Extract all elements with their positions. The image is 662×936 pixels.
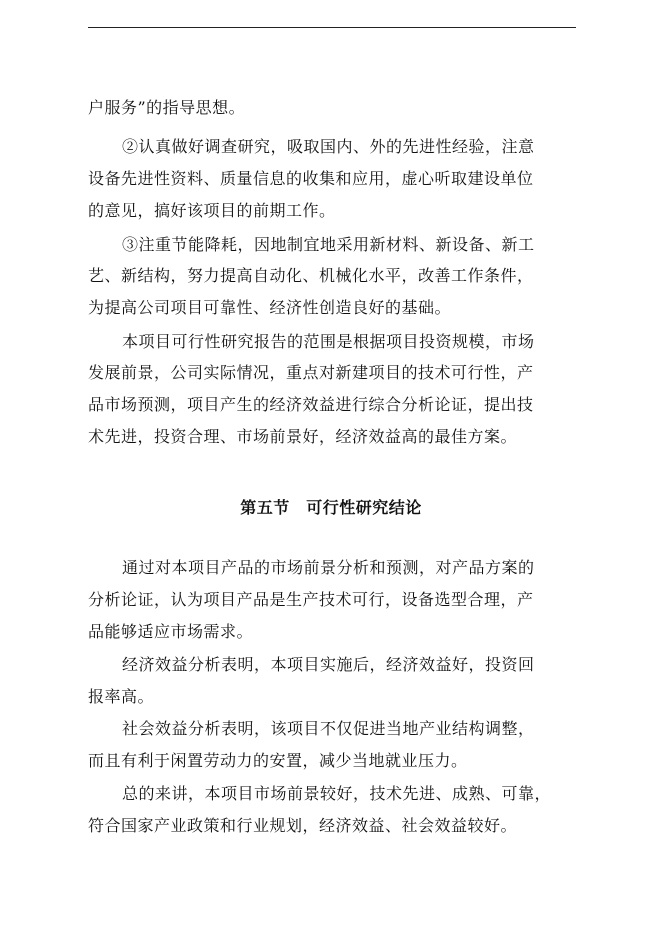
text-line: 而且有利于闲置劳动力的安置，减少当地就业压力。 (88, 751, 468, 770)
text-line: ②认真做好调查研究，吸取国内、外的先进性经验，注意 (122, 137, 535, 156)
text-line: 术先进，投资合理、市场前景好，经济效益高的最佳方案。 (88, 427, 518, 446)
text-line: 发展前景，公司实际情况，重点对新建项目的技术可行性，产 (88, 363, 534, 382)
text-line: 户服务”的指导思想。 (88, 98, 246, 117)
text-line: 为提高公司项目可靠性、经济性创造良好的基础。 (88, 298, 452, 317)
text-line: 分析论证，认为项目产品是生产技术可行，设备选型合理，产 (88, 590, 534, 609)
text-line: 经济效益分析表明，本项目实施后，经济效益好，投资回 (122, 655, 535, 674)
text-line: 报率高。 (88, 687, 155, 706)
text-line: 本项目可行性研究报告的范围是根据项目投资规模，市场 (122, 332, 535, 351)
text-line: 符合国家产业政策和行业规划，经济效益、社会效益较好。 (88, 816, 518, 835)
text-line: 的意见，搞好该项目的前期工作。 (88, 201, 336, 220)
text-line: 总的来讲，本项目市场前景较好，技术先进、成熟、可靠， (122, 784, 552, 803)
text-line: 通过对本项目产品的市场前景分析和预测，对产品方案的 (122, 558, 535, 577)
text-line: 设备先进性资料、质量信息的收集和应用，虚心听取建设单位 (88, 169, 534, 188)
text-line: 品能够适应市场需求。 (88, 622, 254, 641)
text-line: 艺、新结构，努力提高自动化、机械化水平，改善工作条件， (88, 266, 534, 285)
section-title: 第五节 可行性研究结论 (240, 498, 422, 517)
text-line: 品市场预测，项目产生的经济效益进行综合分析论证，提出技 (88, 395, 534, 414)
text-line: ③注重节能降耗，因地制宜地采用新材料、新设备、新工 (122, 235, 535, 254)
text-line: 社会效益分析表明，该项目不仅促进当地产业结构调整， (122, 719, 535, 738)
header-rule (88, 27, 576, 28)
